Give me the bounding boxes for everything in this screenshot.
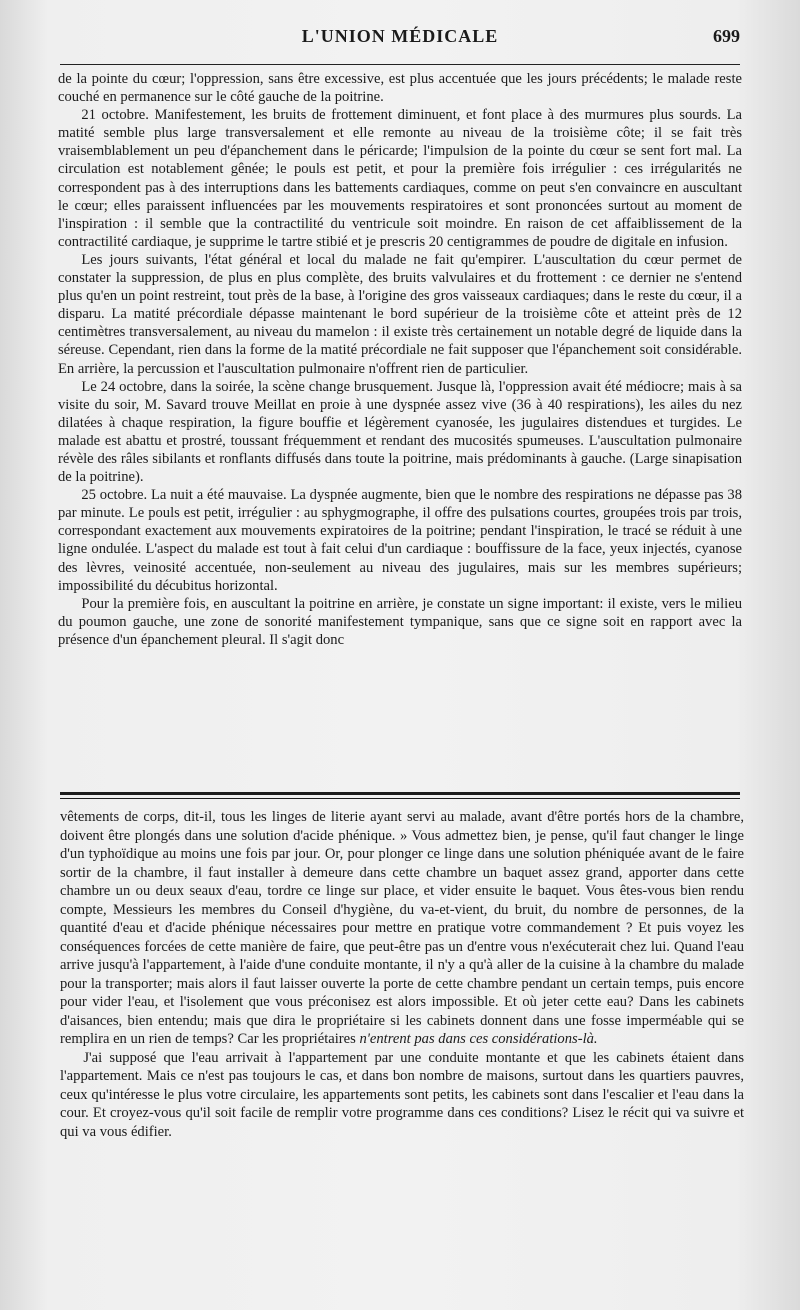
page-number: 699 [713, 26, 740, 46]
feuilleton-paragraph: J'ai supposé que l'eau arrivait à l'appartement par une conduite montante et que les cabinets étaient dans l'appartement. Mais ce n'est pas toujours le cas, et dans bon nombre de maisons, surtout dans les quartiers pauvres, ceux qu'intéresse le plus votre circulaire, les appartements sont petits, les cabinets sont dans l'escalier et l'eau dans la cour. Et croyez-vous qu'il soit facile de remplir votre programme dans ces conditions? Lisez le récit qui va suivre et qui va vous édifier. [60, 1049, 744, 1140]
feuilleton-text [60, 808, 744, 1141]
paragraph: Pour la première fois, en auscultant la poitrine en arrière, je constate un signe important: il existe, vers le milieu du poumon gauche, une zone de sonorité manifestement tympanique, sans que ce signe soit en rapport avec la présence d'un épanchement pleural. Il s'agit donc [58, 595, 742, 648]
header-rule [60, 64, 740, 65]
paragraph: Les jours suivants, l'état général et local du malade ne fait qu'empirer. L'auscultation du cœur permet de constater la suppression, de plus en plus complète, des bruits valvulaires et du frottement : ce dernier ne s'entend plus qu'en un point restreint, tout près de la base, à l'origine des gros vaisseaux cardiaques; dans le reste du cœur, il a disparu. La matité précordiale dépasse maintenant le bord supérieur de la troisième côte et atteint près de 12 centimètres transversalement, au niveau du mamelon : il existe très certainement un notable degré de liquide dans la séreuse. Cependant, rien dans la forme de la matité précordiale ne fait supposer que l'épanchement soit considérable. En arrière, la percussion et l'auscultation pulmonaire n'offrent rien de particulier. [58, 251, 742, 377]
running-title: L'UNION MÉDICALE [301, 26, 499, 46]
feuilleton-paragraph [60, 808, 744, 1049]
feuilleton-italic-phrase: n'entrent pas dans ces considérations-là. [359, 1031, 598, 1047]
paragraph: 25 octobre. La nuit a été mauvaise. La dyspnée augmente, bien que le nombre des respirations ne dépasse pas 38 par minute. Le pouls est petit, irrégulier : au sphygmographe, il offre des pulsations courtes, groupées trois par trois, correspondant exactement aux mouvements expiratoires de la poitrine; pendant l'inspiration, le tracé se réduit à une ligne ondulée. L'aspect du malade est tout à fait celui d'un cardiaque : bouffissure de la face, yeux injectés, cyanose des lèvres, veinosité accentuée, non-seulement au niveau des jugulaires, mais sur les membres supérieurs; impossibilité du décubitus horizontal. [58, 487, 742, 594]
page-header [60, 26, 740, 60]
feuilleton-separator [60, 792, 740, 799]
paragraph: de la pointe du cœur; l'oppression, sans être excessive, est plus accentuée que les jours précédents; le malade reste couché en permanence sur le côté gauche de la poitrine. [58, 71, 742, 106]
paragraph: Le 24 octobre, dans la soirée, la scène change brusquement. Jusque là, l'oppression avait été médiocre; mais à sa visite du soir, M. Savard trouve Meillat en proie à une dyspnée assez vive (36 à 40 respirations), les ailes du nez dilatées à chaque respiration, la figure bouffie et légèrement cyanosée, les jugulaires distendues et turgides. Le malade est abattu et prostré, toussant fréquemment et rendant des mucosités spumeuses. L'auscultation pulmonaire révèle des râles sibilants et ronflants diffusés dans toute la poitrine, mais prédominants à gauche. (Large sinapisation de la poitrine). [58, 378, 742, 486]
paragraph: 21 octobre. Manifestement, les bruits de frottement diminuent, et font place à des murmures plus sourds. La matité semble plus large transversalement et elle remonte au niveau de la troisième côte; il se fait très vraisemblablement un peu d'épanchement dans le péricarde; l'impulsion de la pointe du cœur se sent fort mal. La circulation est notablement gênée; le pouls est petit, et pour la première fois irrégulier : ces irrégularités ne correspondent pas à des interruptions dans les battements cardiaques, comme on peut s'en convaincre en auscultant le cœur; elles paraissent influencées par les mouvements respiratoires et sont prononcées surtout au moment de l'inspiration : il semble que la contractilité du ventricule soit moindre. En raison de cet affaiblissement de la contractilité cardiaque, je supprime le tartre stibié et je prescris 20 centigrammes de poudre de digitale en infusion. [58, 107, 742, 250]
main-article-text [58, 70, 742, 649]
feuilleton-paragraph-text: vêtements de corps, dit-il, tous les linges de literie ayant servi au malade, avant d'être portés hors de la chambre, doivent être plongés dans une solution d'acide phénique. » Vous admettez bien, je pense, qu'il faut changer le linge d'un typhoïdique au moins une fois par jour. Or, pour plonger ce linge dans une solution phéniquée avant de le faire sortir de la chambre, il faut installer à demeure dans cette chambre un baquet assez grand, apporter dans cette chambre un ou deux seaux d'eau, tordre ce linge sur place, et vider ensuite le baquet. Vous êtes-vous bien rendu compte, Messieurs les membres du Conseil d'hygiène, du va-et-vient, du bruit, du nombre de personnes, de la quantité d'eau et d'acide phénique nécessaires pour mettre en pratique votre commandement ? Et puis voyez les conséquences forcées de cette manière de faire, que peut-être pas un d'entre vous n'exécuterait chez lui. Quand l'eau arrive jusqu'à l'appartement, à l'aide d'une conduite montante, il n'y a qu'à aller de la cuisine à la chambre du malade pour la transporter; mais alors il faut laisser ouverte la porte de cette chambre pendant un certain temps, puis encore pour vider l'eau, et l'isolement que vous préconisez est alors impossible. Et où jeter cette eau? Dans les cabinets d'aisances, bien entendu; mais que dira le propriétaire si les cabinets donnent dans une fosse imperméable qui se remplira en un rien de temps? Car les propriétaires [60, 809, 744, 1047]
